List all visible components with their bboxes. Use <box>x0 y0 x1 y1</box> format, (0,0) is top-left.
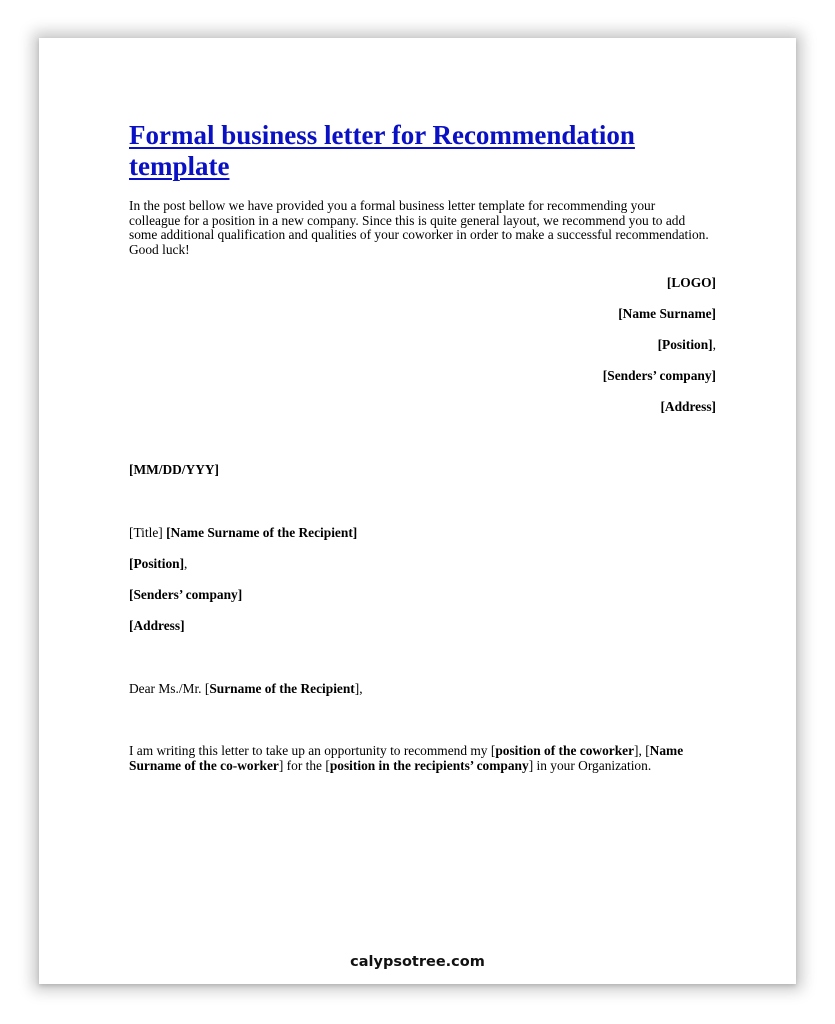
recipient-address: [Address] <box>129 618 185 633</box>
recipient-name-line <box>129 525 357 556</box>
recipient-title: [Title] <box>129 525 163 540</box>
salutation <box>129 681 363 697</box>
body-text: ] in your Organization. <box>528 758 652 773</box>
recipient-block <box>129 525 357 649</box>
sender-name: [Name Surname] <box>618 306 716 321</box>
placeholder-recipient-company-position: position in the recipients’ company <box>329 758 529 773</box>
body-text: ] for the [ <box>278 758 330 773</box>
sender-block <box>603 275 716 430</box>
sender-position-comma: , <box>712 337 716 352</box>
document-title: Formal business letter for Recommendation template <box>129 120 635 181</box>
sender-position-line <box>603 337 716 368</box>
intro-paragraph: In the post bellow we have provided you a formal business letter template for recommending your colleague for a position in a new company. Since this is quite general layout, we recommend you to add some additional qualification and qualities of your coworker in order to make a successful recommendation. Good luck! <box>129 198 709 257</box>
document-page <box>39 38 796 984</box>
sender-position: [Position] <box>657 337 713 352</box>
body-paragraph <box>129 743 709 773</box>
recipient-position-comma: , <box>184 556 188 571</box>
recipient-position: [Position] <box>129 556 185 571</box>
body-text: I am writing this letter to take up an opportunity to recommend my [ <box>129 743 496 758</box>
placeholder-coworker-position: position of the coworker <box>495 743 635 758</box>
letter-date: [MM/DD/YYY] <box>129 462 219 477</box>
sender-company: [Senders’ company] <box>602 368 716 383</box>
body-text: ], [ <box>634 743 650 758</box>
placeholder-coworker-name: Name Surname of the co-worker <box>129 743 684 773</box>
recipient-company: [Senders’ company] <box>129 587 243 602</box>
watermark-footer: calypsotree.com <box>350 954 485 970</box>
sender-logo-placeholder: [LOGO] <box>666 275 716 290</box>
salutation-name: Surname of the Recipient <box>209 681 355 696</box>
recipient-position-line <box>129 556 357 587</box>
salutation-prefix: Dear Ms./Mr. [ <box>129 681 210 696</box>
salutation-suffix: ], <box>354 681 363 696</box>
recipient-name: [Name Surname of the Recipient] <box>166 525 358 540</box>
sender-address: [Address] <box>660 399 716 414</box>
